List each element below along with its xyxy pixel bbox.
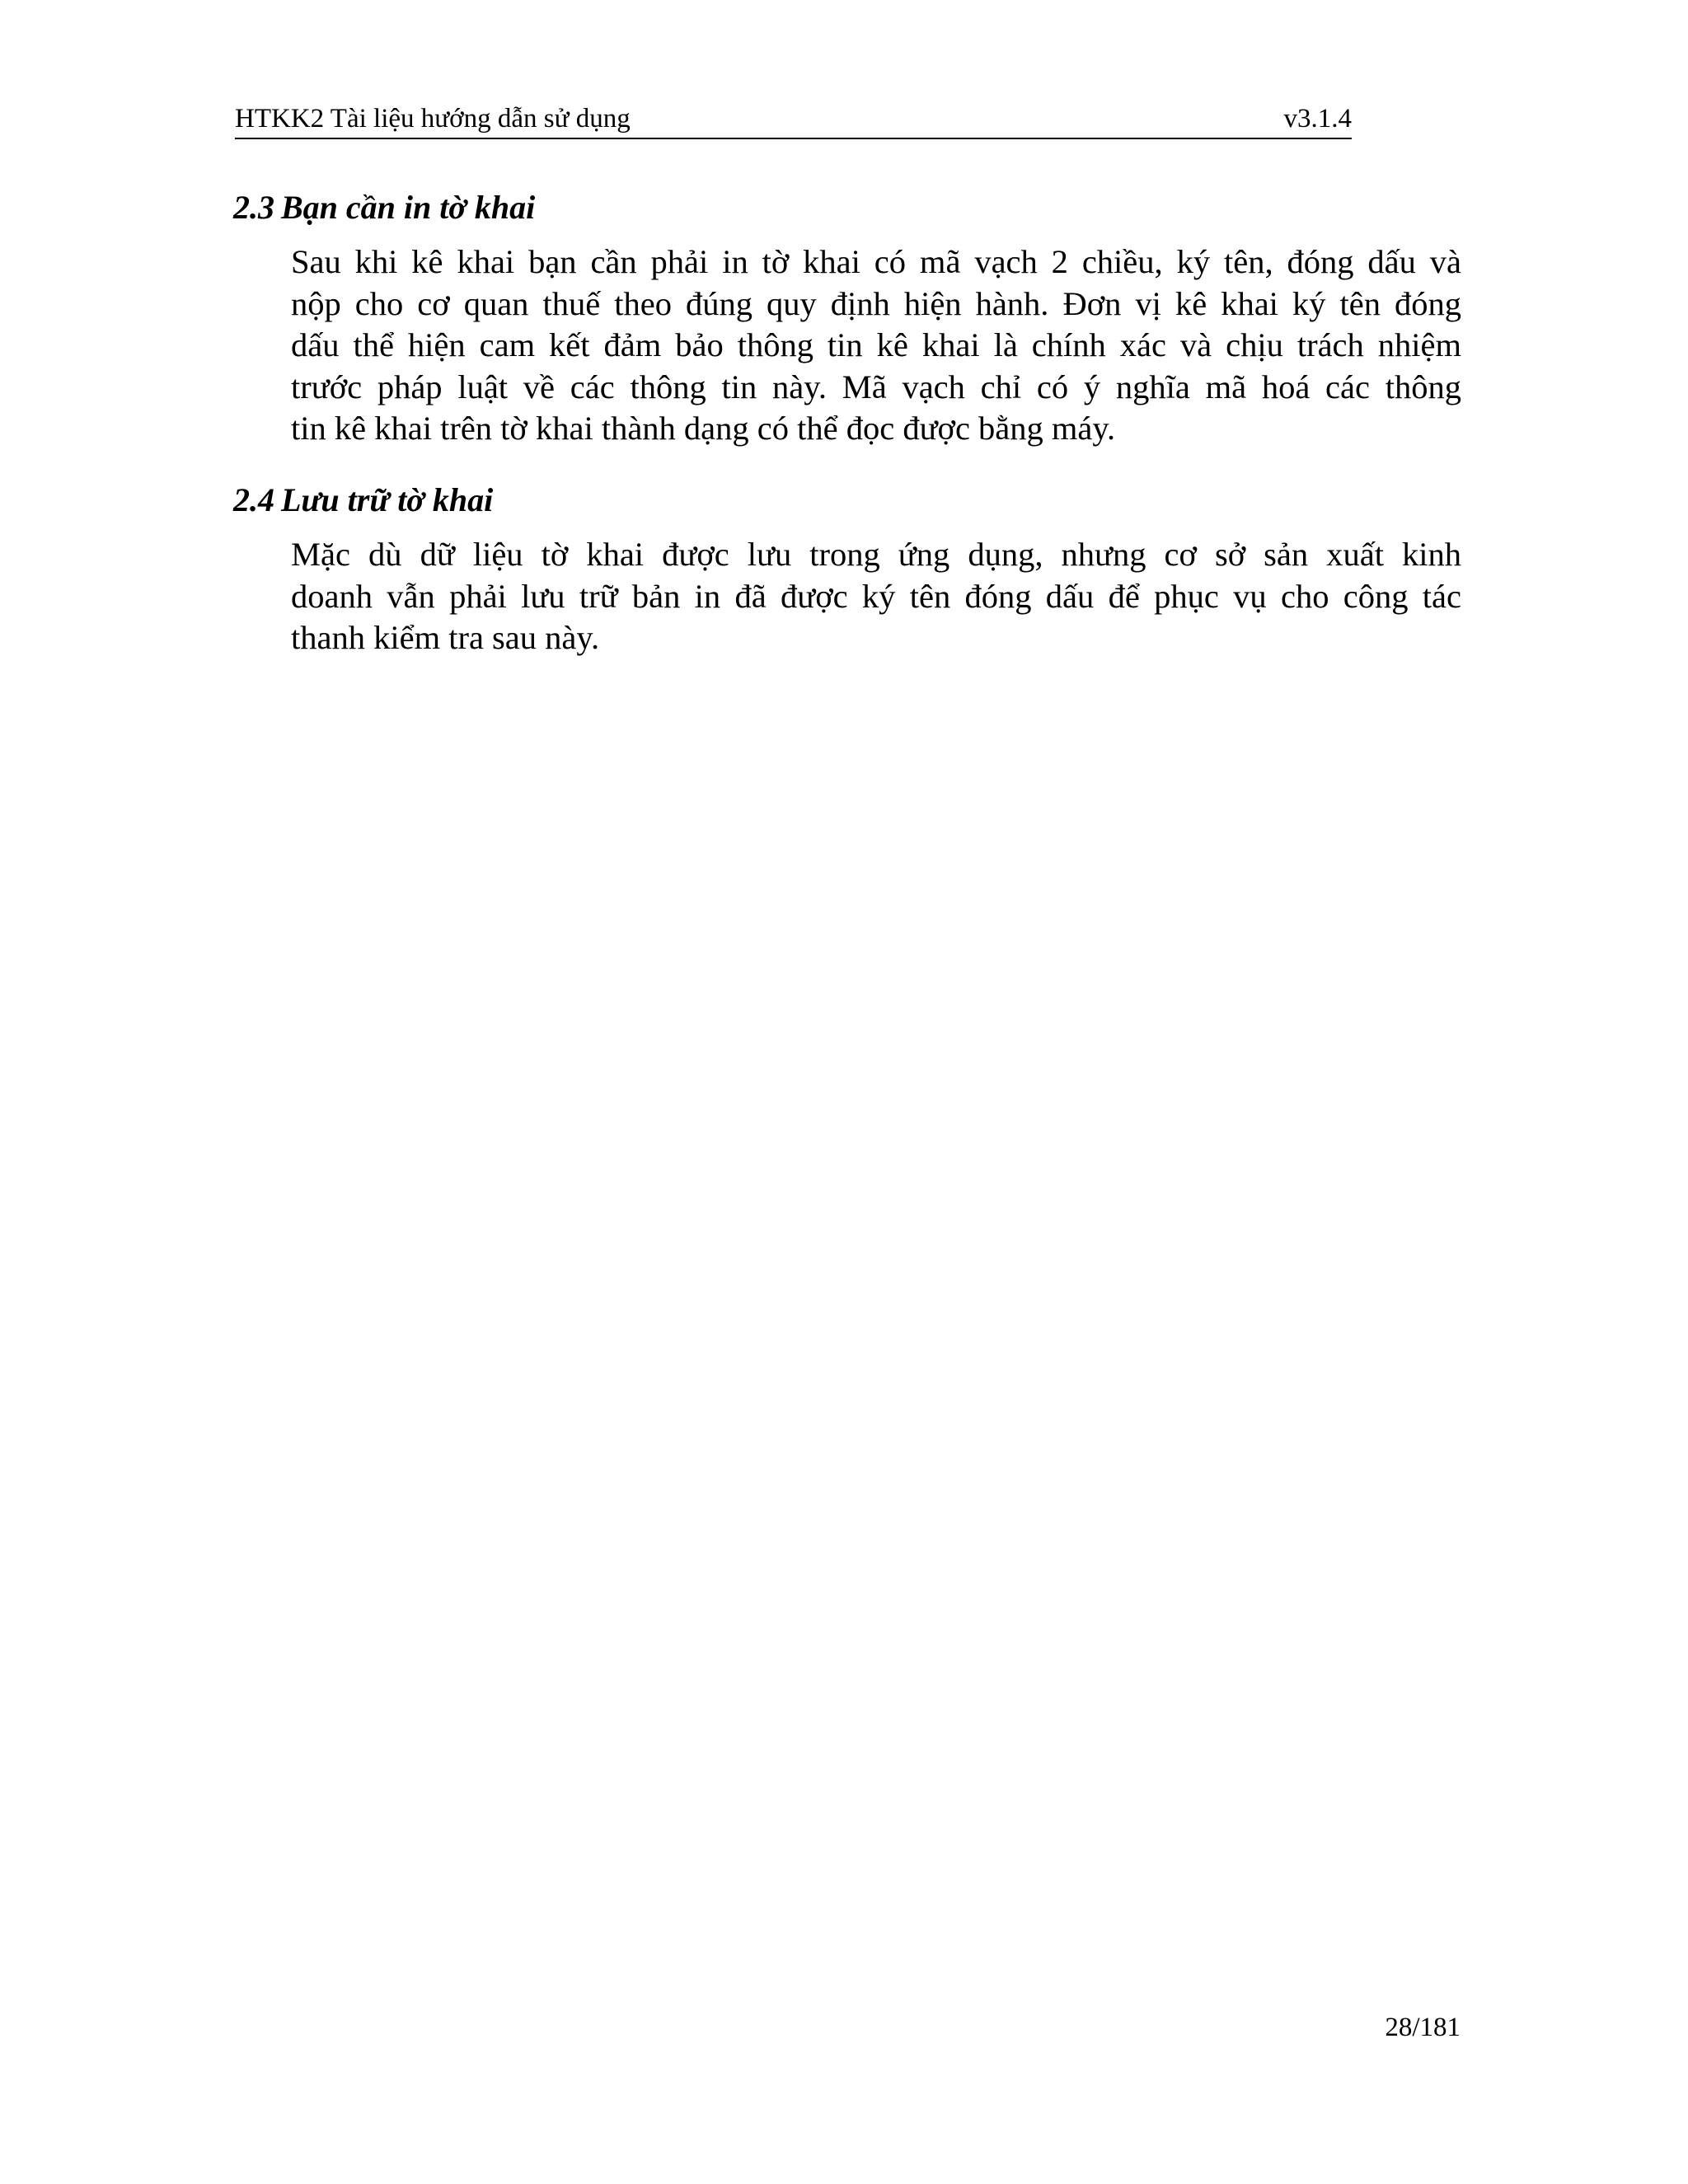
paragraph-line: dấu thể hiện cam kết đảm bảo thông tin kê khai là chính xác và chịu trách nhiệm bbox=[291, 326, 1461, 363]
section-title: Lưu trữ tờ khai bbox=[281, 481, 494, 518]
paragraph-line: Mặc dù dữ liệu tờ khai được lưu trong ứng dụng, nhưng cơ sở sản xuất kinh bbox=[291, 536, 1461, 573]
paragraph-line: Sau khi kê khai bạn cần phải in tờ khai có mã vạch 2 chiều, ký tên, đóng dấu và bbox=[291, 243, 1461, 280]
section-paragraph-2-4 bbox=[291, 534, 1461, 659]
paragraph-line: trước pháp luật về các thông tin này. Mã vạch chỉ có ý nghĩa mã hoá các thông bbox=[291, 368, 1461, 405]
page-number: 28/181 bbox=[1385, 2013, 1461, 2042]
header-title: HTKK2 Tài liệu hướng dẫn sử dụng bbox=[235, 104, 631, 134]
section-title: Bạn cần in tờ khai bbox=[281, 189, 536, 226]
page-header bbox=[235, 103, 1352, 139]
paragraph-line: nộp cho cơ quan thuế theo đúng quy định hiện hành. Đơn vị kê khai ký tên đóng bbox=[291, 284, 1461, 322]
section-number: 2.3 bbox=[233, 189, 274, 226]
section-paragraph-2-3 bbox=[291, 241, 1461, 450]
paragraph-line: thanh kiểm tra sau này. bbox=[291, 619, 600, 656]
section-number: 2.4 bbox=[233, 481, 274, 518]
header-version: v3.1.4 bbox=[1283, 104, 1352, 134]
section-heading-2-4 bbox=[233, 480, 493, 520]
paragraph-line: doanh vẫn phải lưu trữ bản in đã được ký tên đóng dấu để phục vụ cho công tác bbox=[291, 577, 1461, 615]
section-heading-2-3 bbox=[233, 188, 535, 227]
paragraph-line: tin kê khai trên tờ khai thành dạng có thể đọc được bằng máy. bbox=[291, 410, 1116, 447]
